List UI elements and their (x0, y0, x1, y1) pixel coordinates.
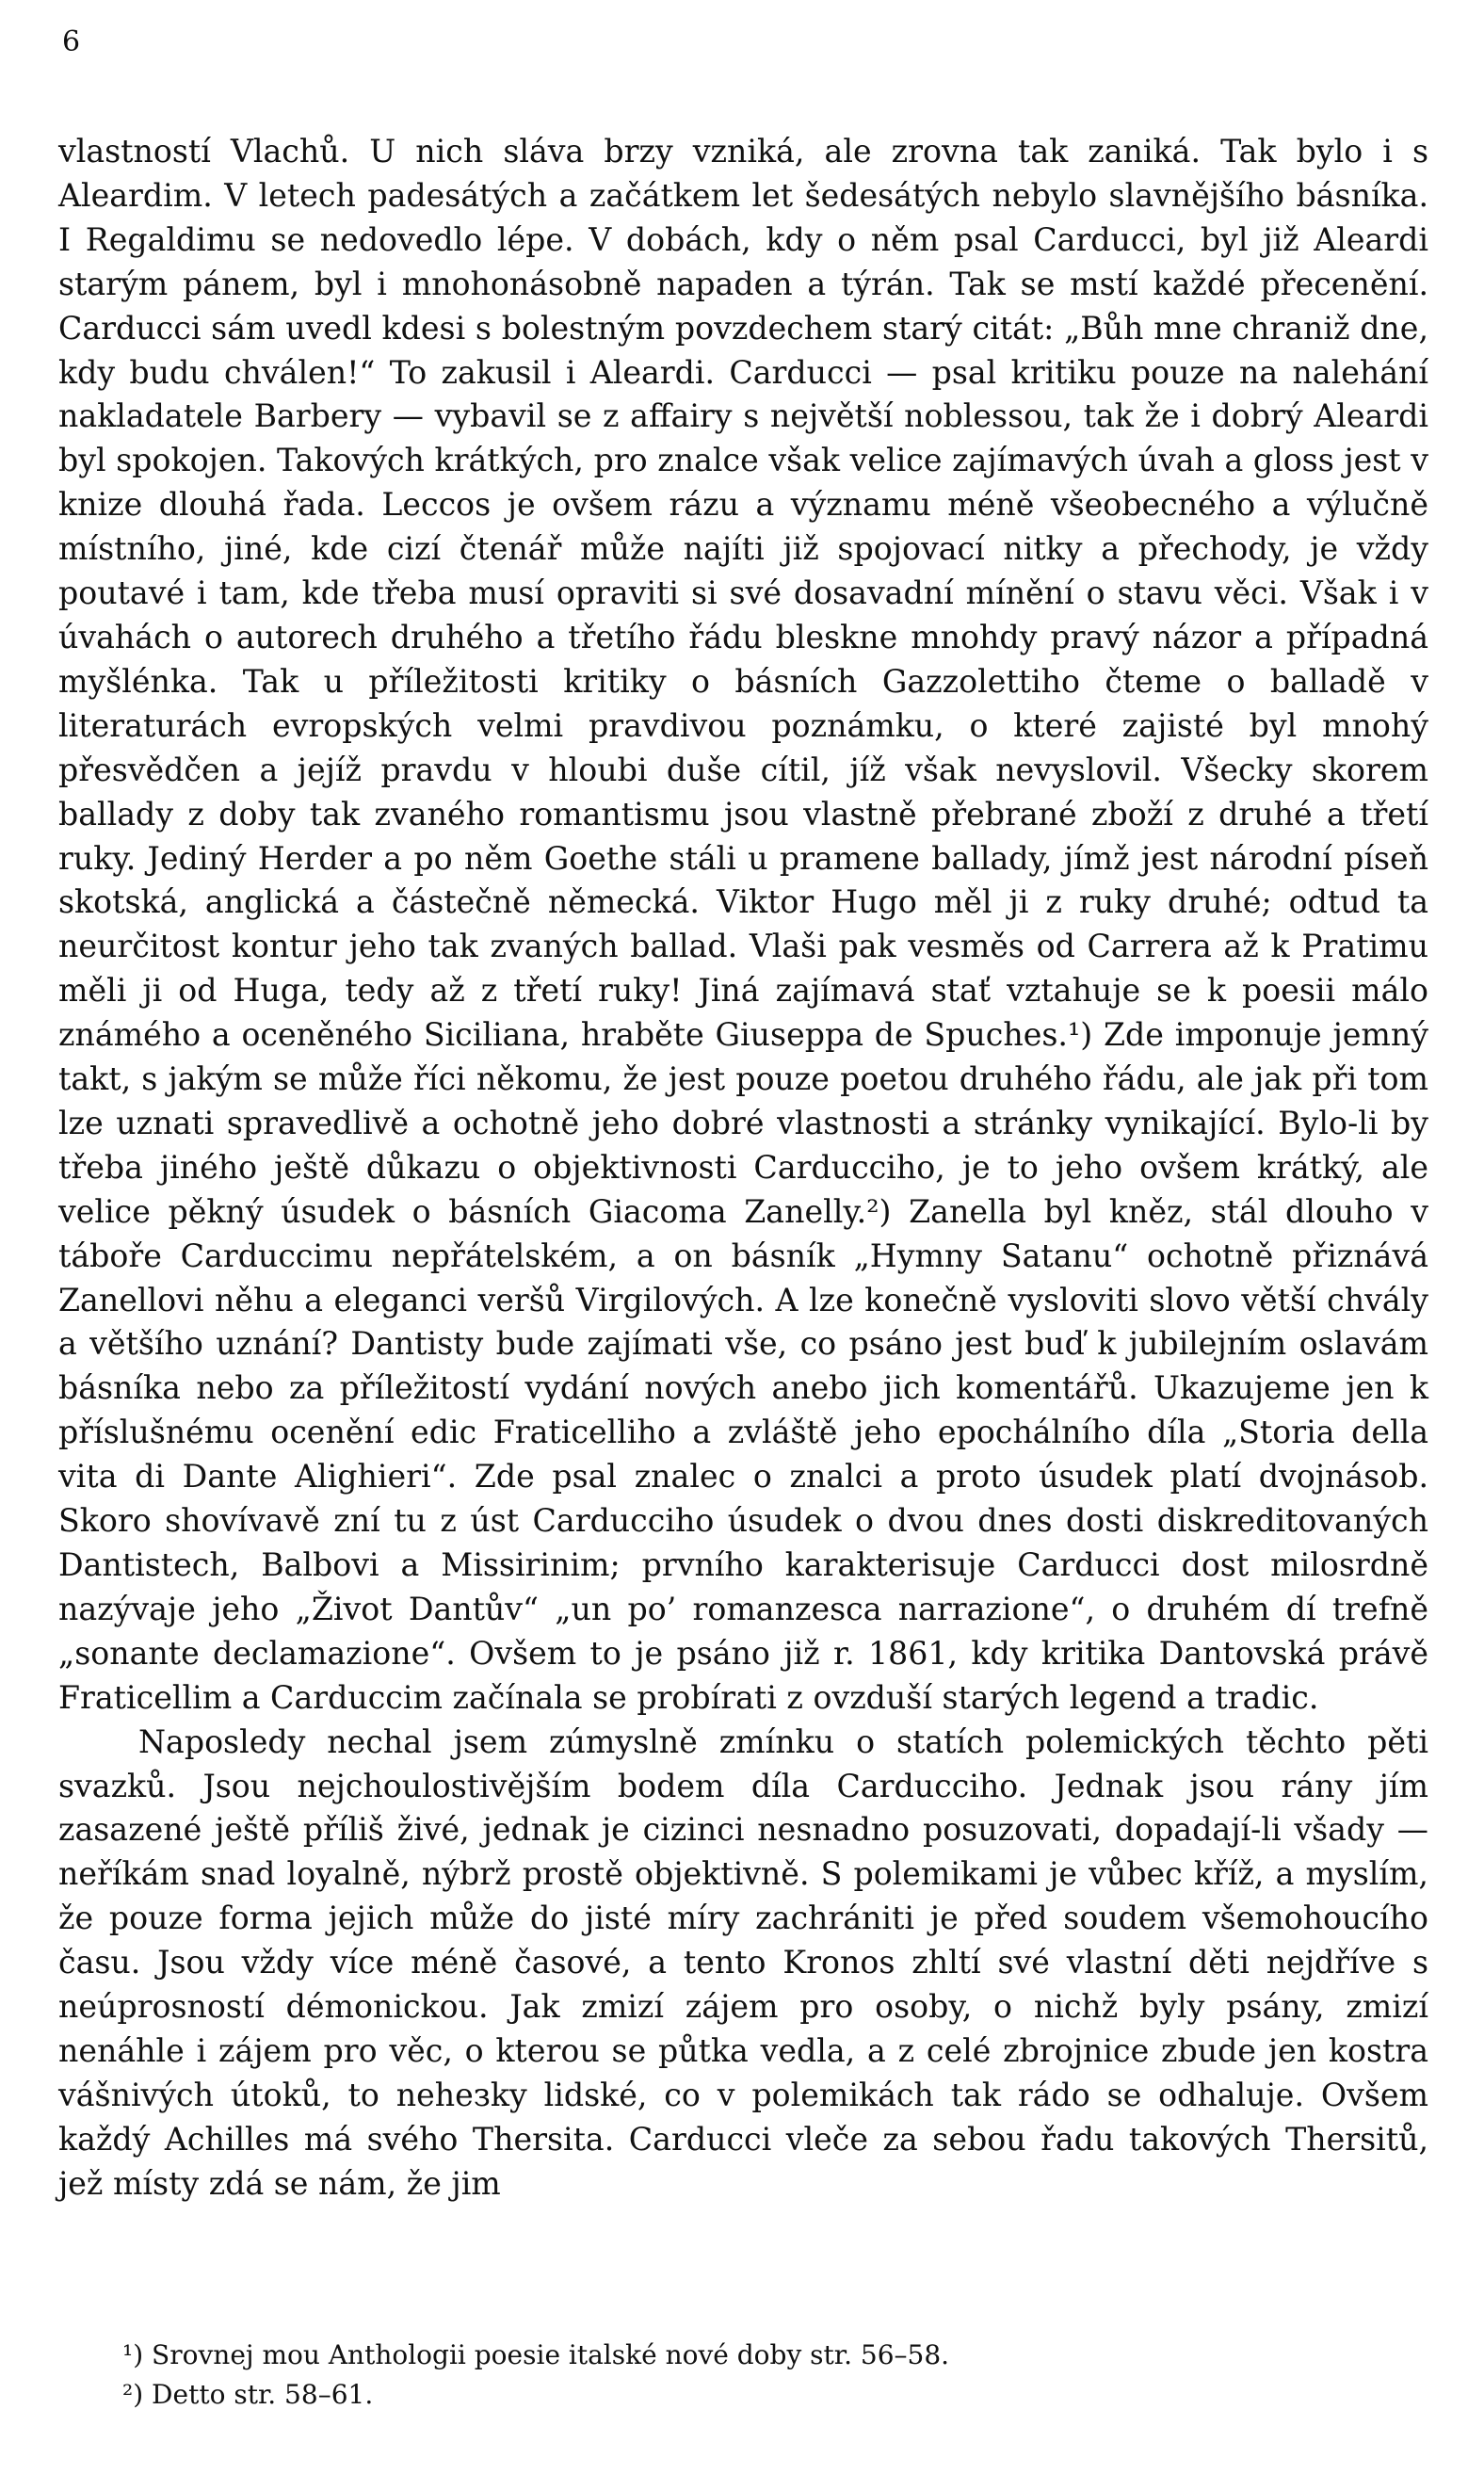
main-text (58, 130, 1428, 2207)
page-number: 6 (62, 25, 81, 58)
footnotes (122, 2336, 1422, 2415)
footnote-separator (58, 2334, 275, 2335)
paragraph-1: vlastností Vlachů. U nich sláva brzy vzniká, ale zrovna tak zaniká. Tak bylo i s Aleardim. V letech padesátých a začátkem let šedesátých nebylo slavnějšího básníka. I Regaldimu se nedovedlo lépe. V dobách, kdy o něm psal Carducci, byl již Aleardi starým pánem, byl i mnohonásobně napaden a týrán. Tak se mstí každé přecenění. Carducci sám uvedl kdesi s bolestným povzdechem starý citát: „Bůh mne chraniž dne, kdy budu chválen!“ To zakusil i Aleardi. Carducci — psal kritiku pouze na nalehání nakladatele Barbery — vybavil se z affairy s největší noblessou, tak že i dobrý Aleardi byl spokojen. Takových krátkých, pro znalce však velice zajímavých úvah a gloss jest v knize dlouhá řada. Leccos je ovšem rázu a významu méně všeobecného a výlučně místního, jiné, kde cizí čtenář může najíti již spojovací nitky a přechody, je vždy poutavé i tam, kde třeba musí opraviti si své dosavadní mínění o stavu věci. Však i v úvahách o autorech druhého a třetího řádu bleskne mnohdy pravý názor a případná myšlénka. Tak u příležitosti kritiky o básních Gazzolettiho čteme o balladě v literaturách evropských velmi pravdivou poznámku, o které zajisté byl mnohý přesvědčen a jejíž pravdu v hloubi duše cítil, jíž však nevyslovil. Všecky skorem ballady z doby tak zvaného romantismu jsou vlastně přebrané zboží z druhé a třetí ruky. Jediný Herder a po něm Goethe stáli u pramene ballady, jímž jest národní píseň skotská, anglická a částečně německá. Viktor Hugo měl ji z ruky druhé; odtud ta neurčitost kontur jeho tak zvaných ballad. Vlaši pak vesměs od Carrera až k Pratimu měli ji od Huga, tedy až z třetí ruky! Jiná zajímavá stať vztahuje se k poesii málo známého a oceněného Siciliana, hraběte Giuseppa de Spuches.¹) Zde imponuje jemný takt, s jakým se může říci někomu, že jest pouze poetou druhého řádu, ale jak při tom lze uznati spravedlivě a ochotně jeho dobré vlastnosti a stránky vynikající. Bylo-li by třeba jiného ještě důkazu o objektivnosti Carducciho, je to jeho ovšem krátký, ale velice pěkný úsudek o básních Giacoma Zanelly.²) Zanella byl kněz, stál dlouho v táboře Carduccimu nepřátelském, a on básník „Hymny Satanu“ ochotně přiznává Zanellovi něhu a eleganci veršů Virgilových. A lze konečně vysloviti slovo větší chvály a většího uznání? Dantisty bude zajímati vše, co psáno jest buď k jubilejním oslavám básníka nebo za příležitostí vydání nových anebo jich komentářů. Ukazujeme jen k příslušnému ocenění edic Fraticelliho a zvláště jeho epochálního díla „Storia della vita di Dante Alighieri“. Zde psal znalec o znalci a proto úsudek platí dvojnásob. Skoro shovívavě zní tu z úst Carducciho úsudek o dvou dnes dosti diskreditovaných Dantistech, Balbovi a Missirinim; prvního karakterisuje Carducci dost milosrdně nazývaje jeho „Život Dantův“ „un po’ romanzesca narrazione“, o druhém dí trefně „sonante declamazione“. Ovšem to je psáno již r. 1861, kdy kritika Dantovská právě Fraticellim a Carduccim začínala se probírati z ovzduší starých legend a tradic. (58, 133, 1428, 1716)
footnote-2: ²) Detto str. 58–61. (122, 2379, 374, 2410)
footnote-1: ¹) Srovnej mou Anthologii poesie italské nové doby str. 56–58. (122, 2339, 950, 2370)
paragraph-2: Naposledy nechal jsem zúmyslně zmínku o statích polemických těchto pěti svazků. Jsou nejchoulostivějším bodem díla Carducciho. Jednak jsou rány jím zasazené ještě příliš živé, jednak je cizinci nesnadno posuzovati, dopadají-li všady — neříkám snad loyalně, nýbrž prostě objektivně. S polemikami je vůbec kříž, a myslím, že pouze forma jejich může do jisté míry zachrániti je před soudem všemohoucího času. Jsou vždy více méně časové, a tento Kronos zhltí své vlastní děti nejdříve s neúprosností démonickou. Jak zmizí zájem pro osoby, o nichž byly psány, zmizí nenáhle i zájem pro věc, o kterou se půtka vedla, a z celé zbrojnice zbude jen kostra vášnivých útoků, to neheзky lidské, co v polemikách tak rádo se odhaluje. Ovšem každý Achilles má svého Thersita. Carducci vleče za sebou řadu takových Thersitů, jež místy zdá se nám, že jim (58, 1722, 1428, 2202)
